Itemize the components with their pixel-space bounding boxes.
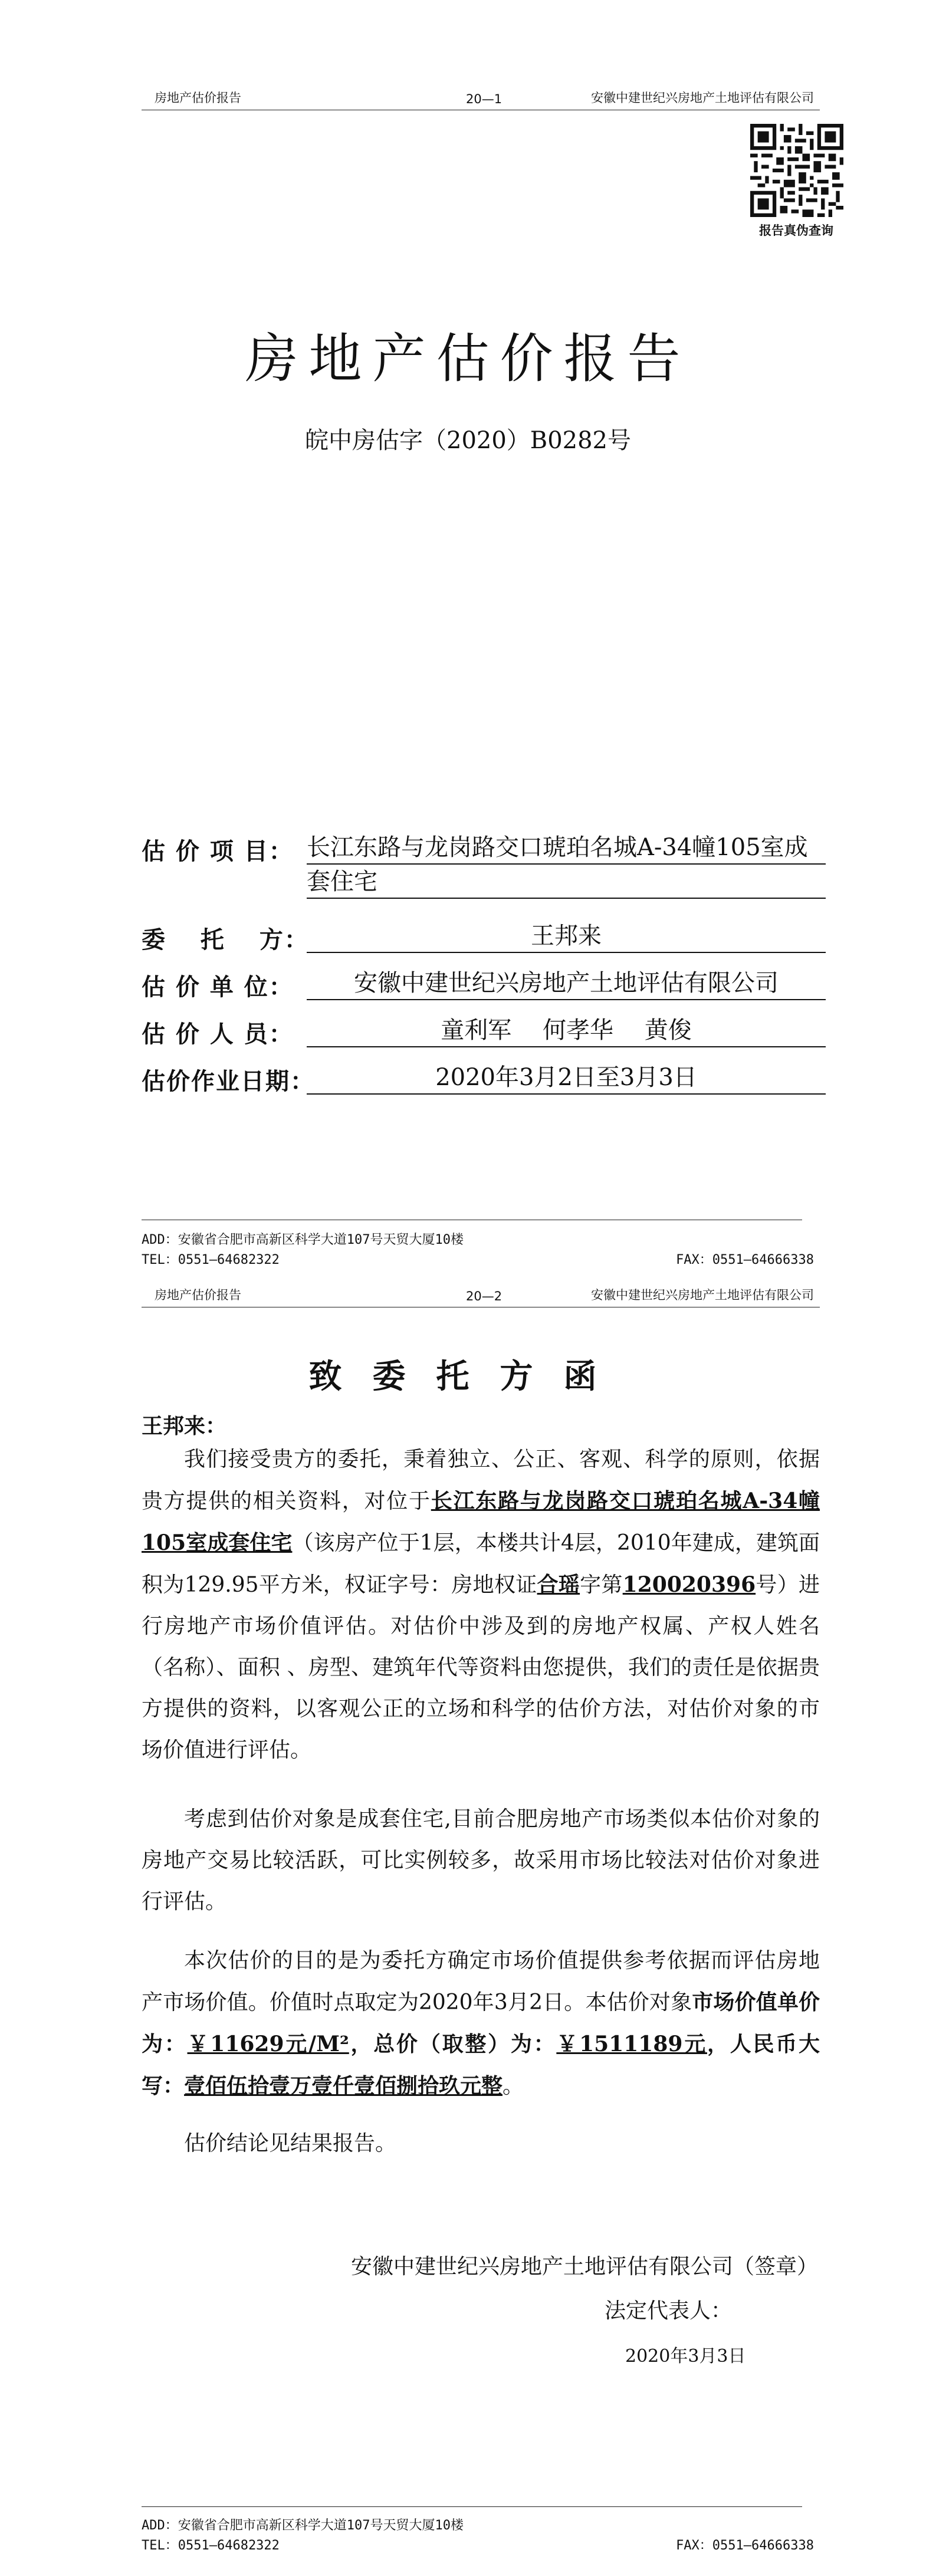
para1-text: （该房产位于1层，本楼共计4层，2010年建成，建筑面积为129.95平方米，权证字号：房地权证	[142, 1531, 820, 1597]
unit-value: 安徽中建世纪兴房地产土地评估有限公司	[307, 967, 826, 1000]
project-value-line1: 长江东路与龙岗路交口琥珀名城A-34幢105室成	[307, 832, 826, 865]
property-address: 长江东路与龙岗路交口琥珀名城A-34幢105室成套住宅	[142, 1489, 820, 1555]
paragraph-1	[142, 1439, 820, 1771]
rmb-amount-words: 壹佰伍拾壹万壹仟壹佰捌拾玖元整	[184, 2074, 503, 2098]
project-label: 估 价 项 目：	[142, 837, 294, 865]
staff-value: 童利军 何孝华 黄俊	[307, 1014, 826, 1047]
qr-caption: 报告真伪查询	[759, 224, 833, 238]
unit-price-value: ￥11629元/M²	[187, 2032, 349, 2056]
qr-code-icon[interactable]	[750, 124, 843, 217]
para3-text: 本次估价的目的是为委托方确定市场价值提供参考依据而评估房地产市场价值。价值时点取定为2020年3月2日。本估价对象	[142, 1949, 820, 2015]
total-price-label: ，总价（取整）为：	[349, 2032, 557, 2056]
footer-address: ADD：安徽省合肥市高新区科学大道107号天贸大厦10楼	[142, 1233, 464, 1247]
header-page-number: 20—2	[466, 1289, 503, 1303]
signature-representative: 法定代表人：	[605, 2299, 733, 2323]
unit-label: 估 价 单 位：	[142, 973, 294, 1001]
page-header	[142, 88, 820, 110]
letter-title: 致委托方函	[308, 1357, 628, 1396]
report-title: 房地产估价报告	[245, 328, 691, 390]
header-left: 房地产估价报告	[155, 91, 241, 105]
footer-fax: FAX：0551—64666338	[676, 2538, 814, 2553]
para1-text: 字第	[580, 1573, 623, 1597]
header-company: 安徽中建世纪兴房地产土地评估有限公司	[591, 1288, 814, 1302]
header-company: 安徽中建世纪兴房地产土地评估有限公司	[591, 91, 814, 105]
rmb-label: ，人民币大写：	[142, 2032, 820, 2098]
unit-price-label: 市场价值单价为：	[142, 1990, 820, 2056]
footer-divider	[142, 2506, 802, 2507]
date-label: 估价作业日期：	[142, 1067, 315, 1095]
header-page-number: 20—1	[466, 92, 503, 106]
certificate-prefix: 合瑶	[537, 1572, 580, 1597]
footer-fax: FAX：0551—64666338	[676, 1253, 814, 1267]
header-left: 房地产估价报告	[155, 1288, 241, 1302]
date-value: 2020年3月2日至3月3日	[307, 1062, 826, 1095]
report-cover-page	[0, 0, 936, 1286]
salutation: 王邦来：	[142, 1414, 227, 1438]
project-value-line2: 套住宅	[307, 866, 826, 899]
para3-text: 。	[503, 2074, 524, 2098]
total-price-value: ￥1511189元	[556, 2032, 707, 2056]
staff-label: 估 价 人 员：	[142, 1020, 294, 1048]
footer-tel: TEL：0551—64682322	[142, 2538, 280, 2553]
signature-date: 2020年3月3日	[625, 2346, 746, 2367]
para1-text: 号）进行房地产市场价值评估。对估价中涉及到的房地产权属、产权人姓名（名称）、面积 、房型、建筑年代等资料由您提供，我们的责任是依据贵方提供的资料，以客观公正的立场和科学的估价方法，对估价对象的市场价值进行评估。	[142, 1573, 820, 1762]
client-value: 王邦来	[307, 920, 826, 953]
document-number: 皖中房估字（2020）B0282号	[305, 427, 631, 454]
certificate-number: 120020396	[622, 1572, 756, 1597]
paragraph-3	[142, 1940, 820, 2107]
page-header	[142, 1286, 820, 1307]
client-label: 委 托 方：	[142, 926, 309, 954]
para1-text: 我们接受贵方的委托，秉着独立、公正、客观、科学的原则，依据贵方提供的相关资料，对位于	[142, 1447, 820, 1513]
footer-tel: TEL：0551—64682322	[142, 1253, 280, 1267]
signature-company: 安徽中建世纪兴房地产土地评估有限公司（签章）	[351, 2255, 819, 2279]
paragraph-2: 考虑到估价对象是成套住宅,目前合肥房地产市场类似本估价对象的房地产交易比较活跃，可比实例较多，故采用市场比较法对估价对象进行评估。	[142, 1807, 820, 1914]
paragraph-4: 估价结论见结果报告。	[184, 2131, 397, 2156]
footer-address: ADD：安徽省合肥市高新区科学大道107号天贸大厦10楼	[142, 2518, 464, 2533]
